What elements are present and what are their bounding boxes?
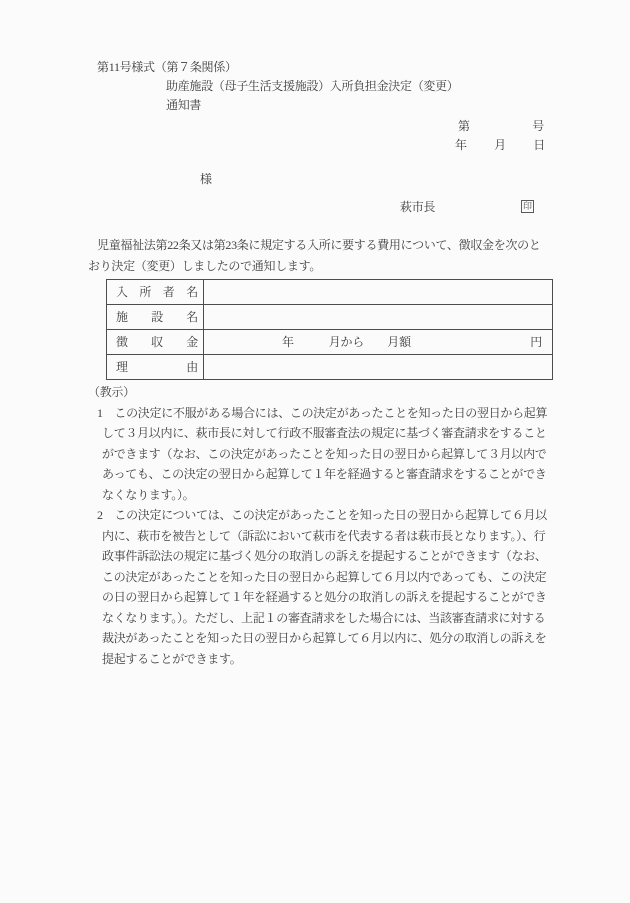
notes-section — [88, 382, 558, 669]
date-year-label: 年 — [455, 138, 467, 152]
issuer-name: 萩市長 — [400, 199, 436, 214]
intro-paragraph-line2: おり決定（変更）しましたので通知します。 — [88, 259, 322, 273]
levy-period-text: 年 月から 月額 — [282, 335, 411, 349]
note-line: 裁決があったことを知った日の翌日から起算して６月以内に、処分の取消しの訴えを — [102, 631, 547, 645]
note-line: の日の翌日から起算して１年を経過すると処分の取消しの訴えを提起することができ — [102, 590, 547, 604]
seal-mark: 印 — [522, 201, 532, 211]
notes-heading: （教示） — [88, 385, 135, 399]
note-line: して３月以内に、萩市長に対して行政不服審査法の規定に基づく審査請求をすること — [102, 426, 547, 440]
levy-unit-yen: 円 — [530, 335, 542, 349]
date-month-label: 月 — [494, 138, 506, 152]
note-line: 提起することができます。 — [102, 651, 242, 666]
note-line: あっても、この決定の翌日から起算して１年を経過すると審査請求をすることができ — [102, 467, 547, 481]
intro-paragraph-line1: 児童福祉法第22条又は第23条に規定する入所に要する費用について、徴収金を次のと — [97, 238, 541, 252]
date-line — [455, 139, 545, 151]
document-title: 助産施設（母子生活支援施設）入所負担金決定（変更） — [166, 79, 459, 93]
note-line: 政事件訴訟法の規定に基づく処分の取消しの訴えを提起することができます（なお、 — [102, 549, 547, 563]
document-title-continued: 通知書 — [166, 98, 202, 112]
row-label: 入 所 者 名 — [107, 280, 204, 304]
date-day-label: 日 — [533, 138, 545, 152]
row-value — [204, 305, 552, 329]
row-value — [204, 330, 552, 354]
issuer-line — [400, 200, 534, 213]
note-line: 2 この決定については、この決定があったことを知った日の翌日から起算して６月以 — [97, 508, 547, 522]
table-row-levy — [107, 330, 552, 355]
note-line: 内に、萩市を被告として（訴訟において萩市を代表する者は萩市長となります。）、行 — [102, 528, 546, 543]
table-row-reason — [107, 355, 552, 379]
fee-table — [106, 279, 553, 380]
note-line: なくなります。）。ただし、上記１の審査請求をした場合には、当該審査請求に対する — [102, 610, 546, 625]
note-line: なくなります。）。 — [102, 487, 195, 502]
row-label: 徴 収 金 — [107, 330, 204, 354]
addressee-honorific: 様 — [200, 172, 212, 186]
document-number-line — [458, 120, 544, 132]
row-label: 施 設 名 — [107, 305, 204, 329]
row-value — [204, 280, 552, 304]
note-line: この決定があったことを知った日の翌日から起算して６月以内であっても、この決定 — [102, 569, 547, 584]
doc-number-prefix: 第 — [458, 119, 470, 133]
form-number: 第11号様式（第７条関係） — [97, 60, 237, 74]
table-row-resident-name — [107, 280, 552, 305]
note-line: ができます（なお、この決定があったことを知った日の翌日から起算して３月以内で — [102, 446, 547, 461]
doc-number-suffix: 号 — [532, 119, 544, 133]
note-line: 1 この決定に不服がある場合には、この決定があったことを知った日の翌日から起算 — [97, 405, 548, 420]
row-label: 理 由 — [107, 355, 204, 379]
table-row-facility-name — [107, 305, 552, 330]
row-value — [204, 355, 552, 379]
